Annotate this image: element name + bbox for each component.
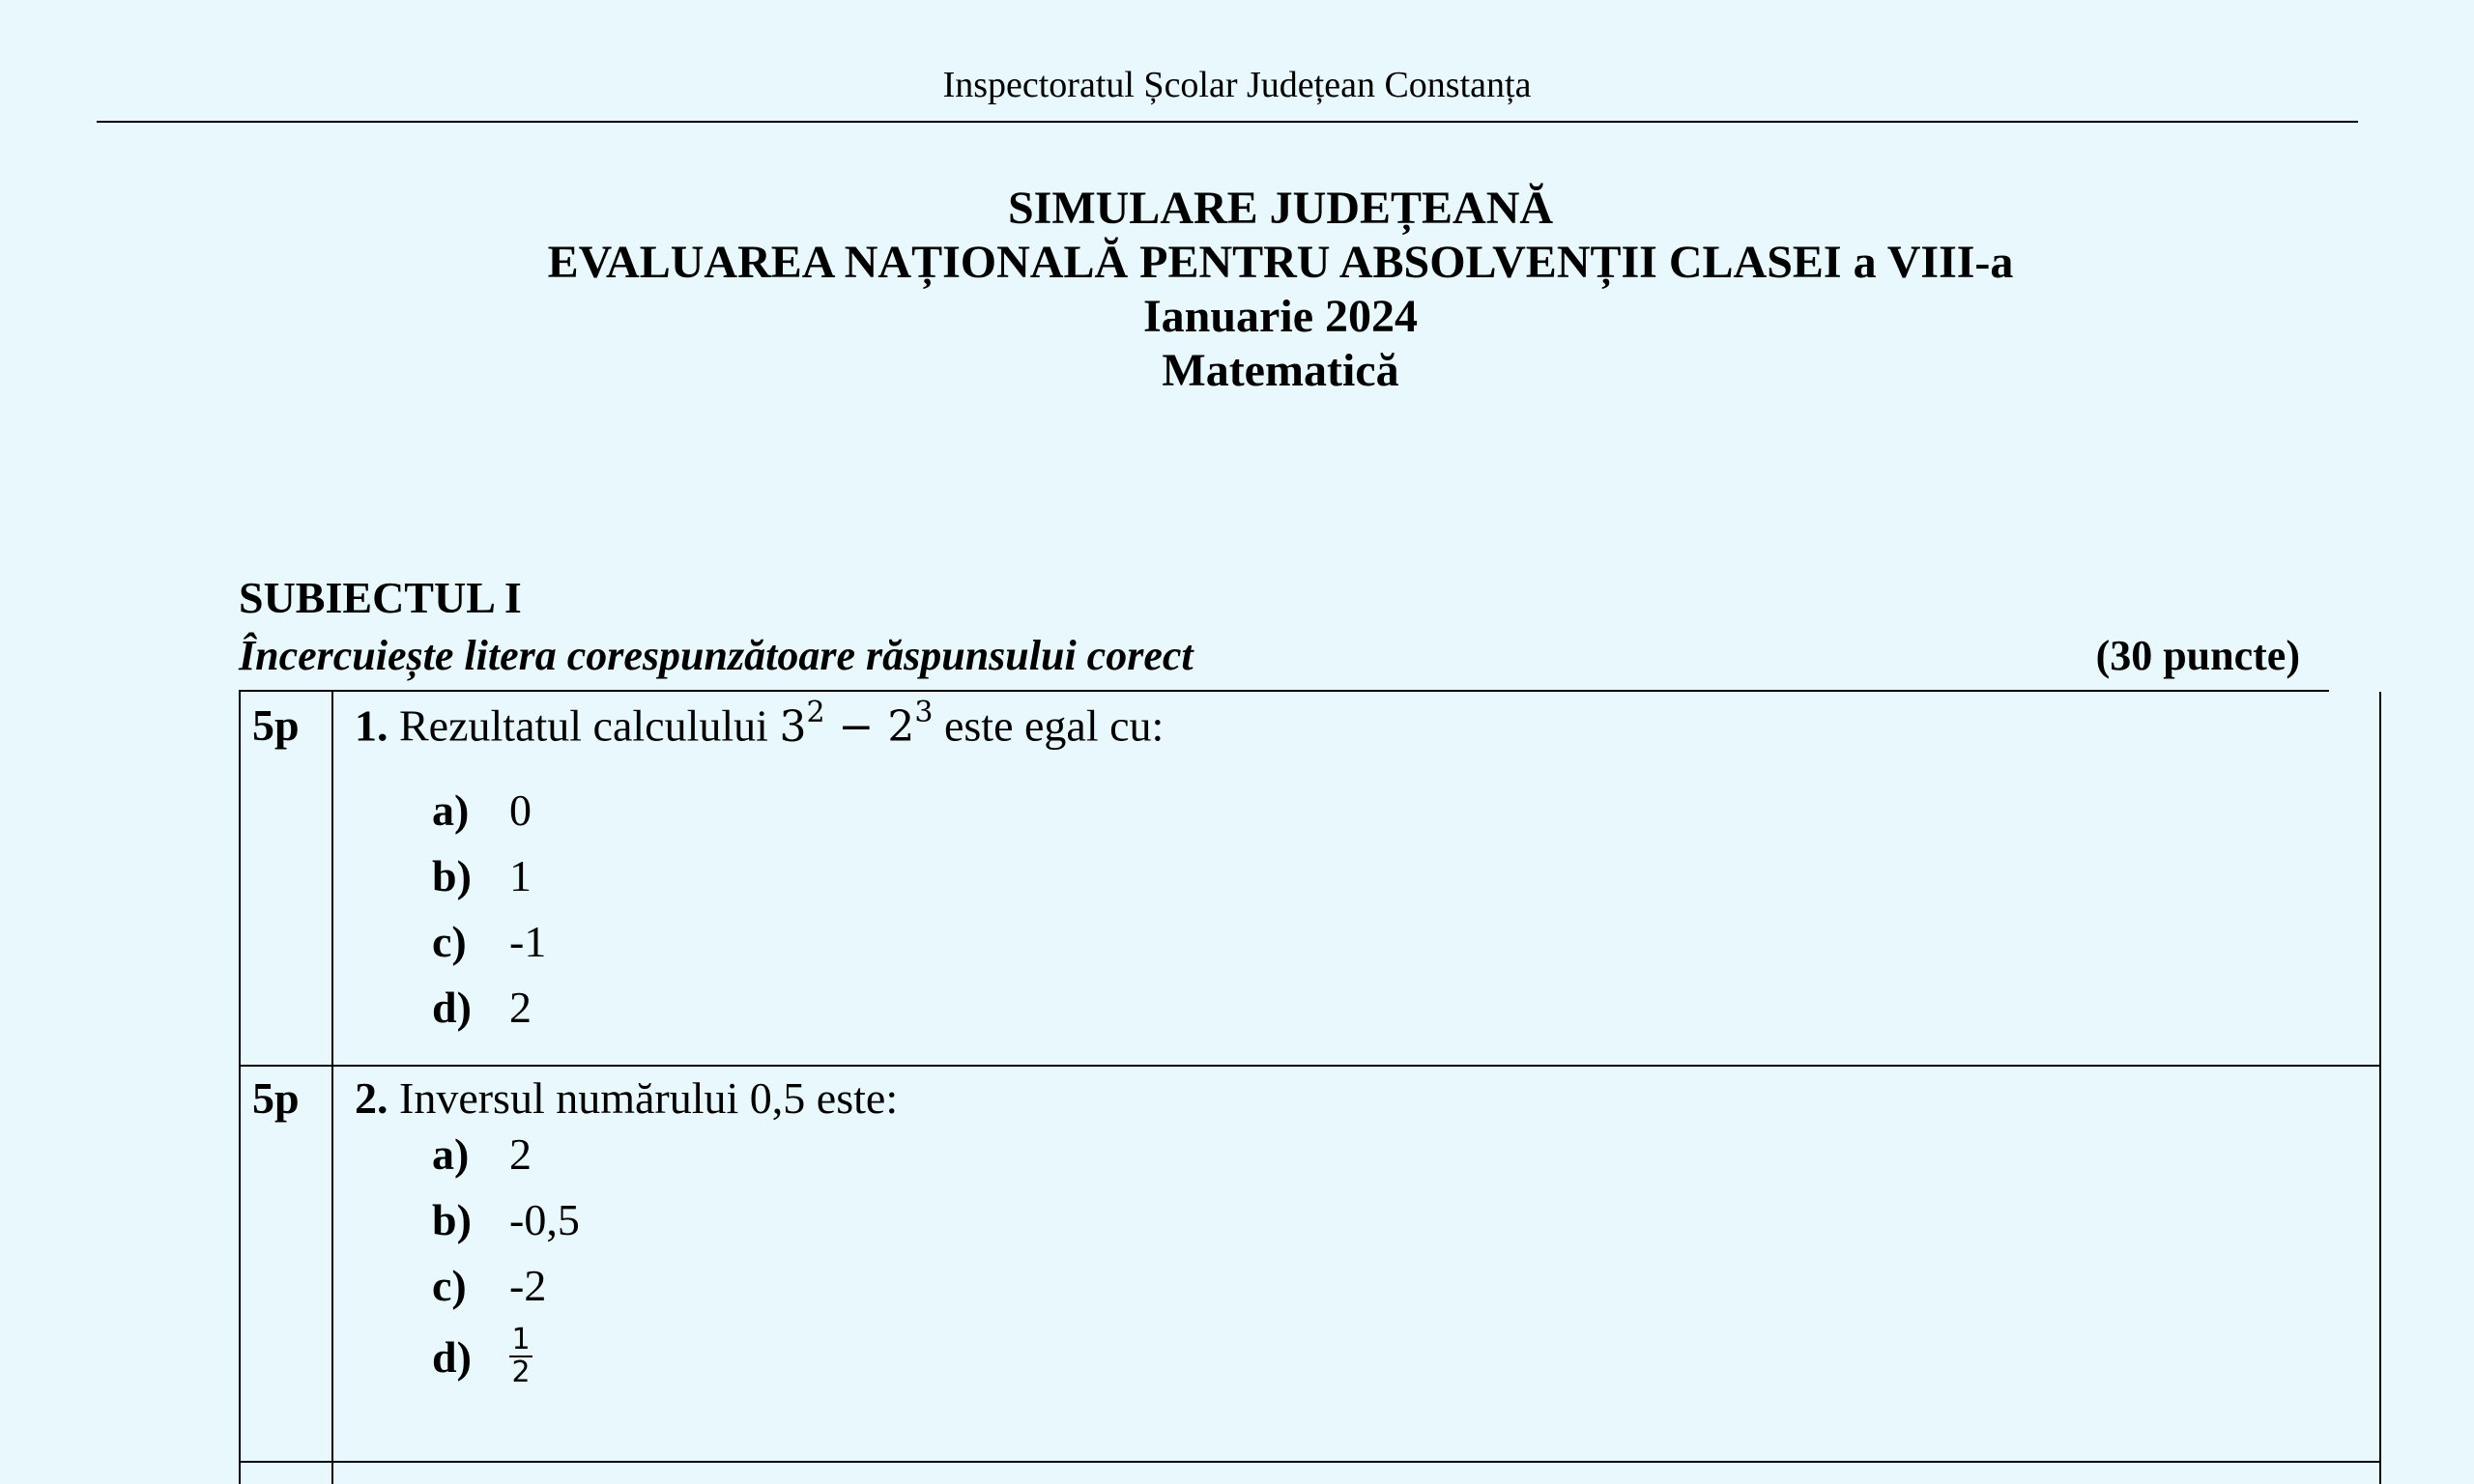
question-2-points: 5p xyxy=(252,1073,300,1123)
fraction-value xyxy=(509,1325,532,1388)
question-2-number: 2. xyxy=(355,1073,388,1123)
math-operator: − xyxy=(824,701,888,752)
title-line-3: Ianuarie 2024 xyxy=(1142,291,1418,342)
subject-instructions: Încercuiește litera corespunzătoare răspunsului corect xyxy=(239,632,1194,679)
points-column-divider xyxy=(331,692,333,1484)
option-value: -2 xyxy=(509,1260,547,1310)
option-value: 1 xyxy=(509,850,532,900)
fraction-numerator: 1 xyxy=(511,1323,531,1356)
math-exponent-1: 2 xyxy=(806,696,825,729)
header-divider xyxy=(97,121,2358,123)
question-1-option-c[interactable] xyxy=(432,914,546,968)
option-letter: c) xyxy=(432,1260,467,1310)
question-1-option-a[interactable] xyxy=(432,783,532,837)
math-base-2: 2 xyxy=(887,701,915,752)
row-divider xyxy=(241,1461,2379,1463)
question-1-expression xyxy=(779,696,934,752)
title-line-1: SIMULARE JUDEȚEANĂ xyxy=(1007,183,1554,234)
option-value: 2 xyxy=(509,982,532,1032)
question-2-option-c[interactable] xyxy=(432,1258,546,1312)
question-2-body: Inversul numărului 0,5 este: xyxy=(399,1073,899,1123)
fraction-denominator: 2 xyxy=(511,1356,531,1389)
option-letter: d) xyxy=(432,982,472,1032)
question-2-option-a[interactable] xyxy=(432,1127,532,1181)
option-letter: c) xyxy=(432,916,467,966)
question-2-text xyxy=(355,1072,898,1124)
question-1-text xyxy=(355,696,1165,752)
option-letter: a) xyxy=(432,785,470,835)
math-exponent-2: 3 xyxy=(914,696,934,729)
option-value: -1 xyxy=(509,916,547,966)
subject-points: (30 puncte) xyxy=(2095,632,2300,679)
question-1-number: 1. xyxy=(355,700,388,751)
option-letter: b) xyxy=(432,850,472,900)
option-letter: d) xyxy=(432,1331,472,1382)
header-institution: Inspectoratul Școlar Județean Constanța xyxy=(942,65,1532,105)
question-2-option-b[interactable] xyxy=(432,1192,580,1246)
option-letter: a) xyxy=(432,1128,470,1179)
title-line-2: EVALUAREA NAȚIONALĂ PENTRU ABSOLVENȚII CLASEI a VIII-a xyxy=(547,237,2014,288)
question-1-option-d[interactable] xyxy=(432,980,532,1034)
option-value: 0 xyxy=(509,785,532,835)
question-1-option-b[interactable] xyxy=(432,848,532,902)
math-base-1: 3 xyxy=(779,701,807,752)
option-value: -0,5 xyxy=(509,1194,580,1244)
subject-title: SUBIECTUL I xyxy=(239,573,522,622)
title-block xyxy=(0,182,2474,398)
title-line-4: Matematică xyxy=(1162,345,1399,396)
option-letter: b) xyxy=(432,1194,472,1244)
question-1-points: 5p xyxy=(252,700,300,750)
question-2-option-d[interactable] xyxy=(432,1323,532,1389)
row-divider xyxy=(241,1065,2379,1067)
question-1-text-before: Rezultatul calculului xyxy=(399,700,768,751)
questions-table xyxy=(239,692,2381,1484)
question-1-text-after: este egal cu: xyxy=(943,700,1165,751)
option-value: 2 xyxy=(509,1128,532,1179)
